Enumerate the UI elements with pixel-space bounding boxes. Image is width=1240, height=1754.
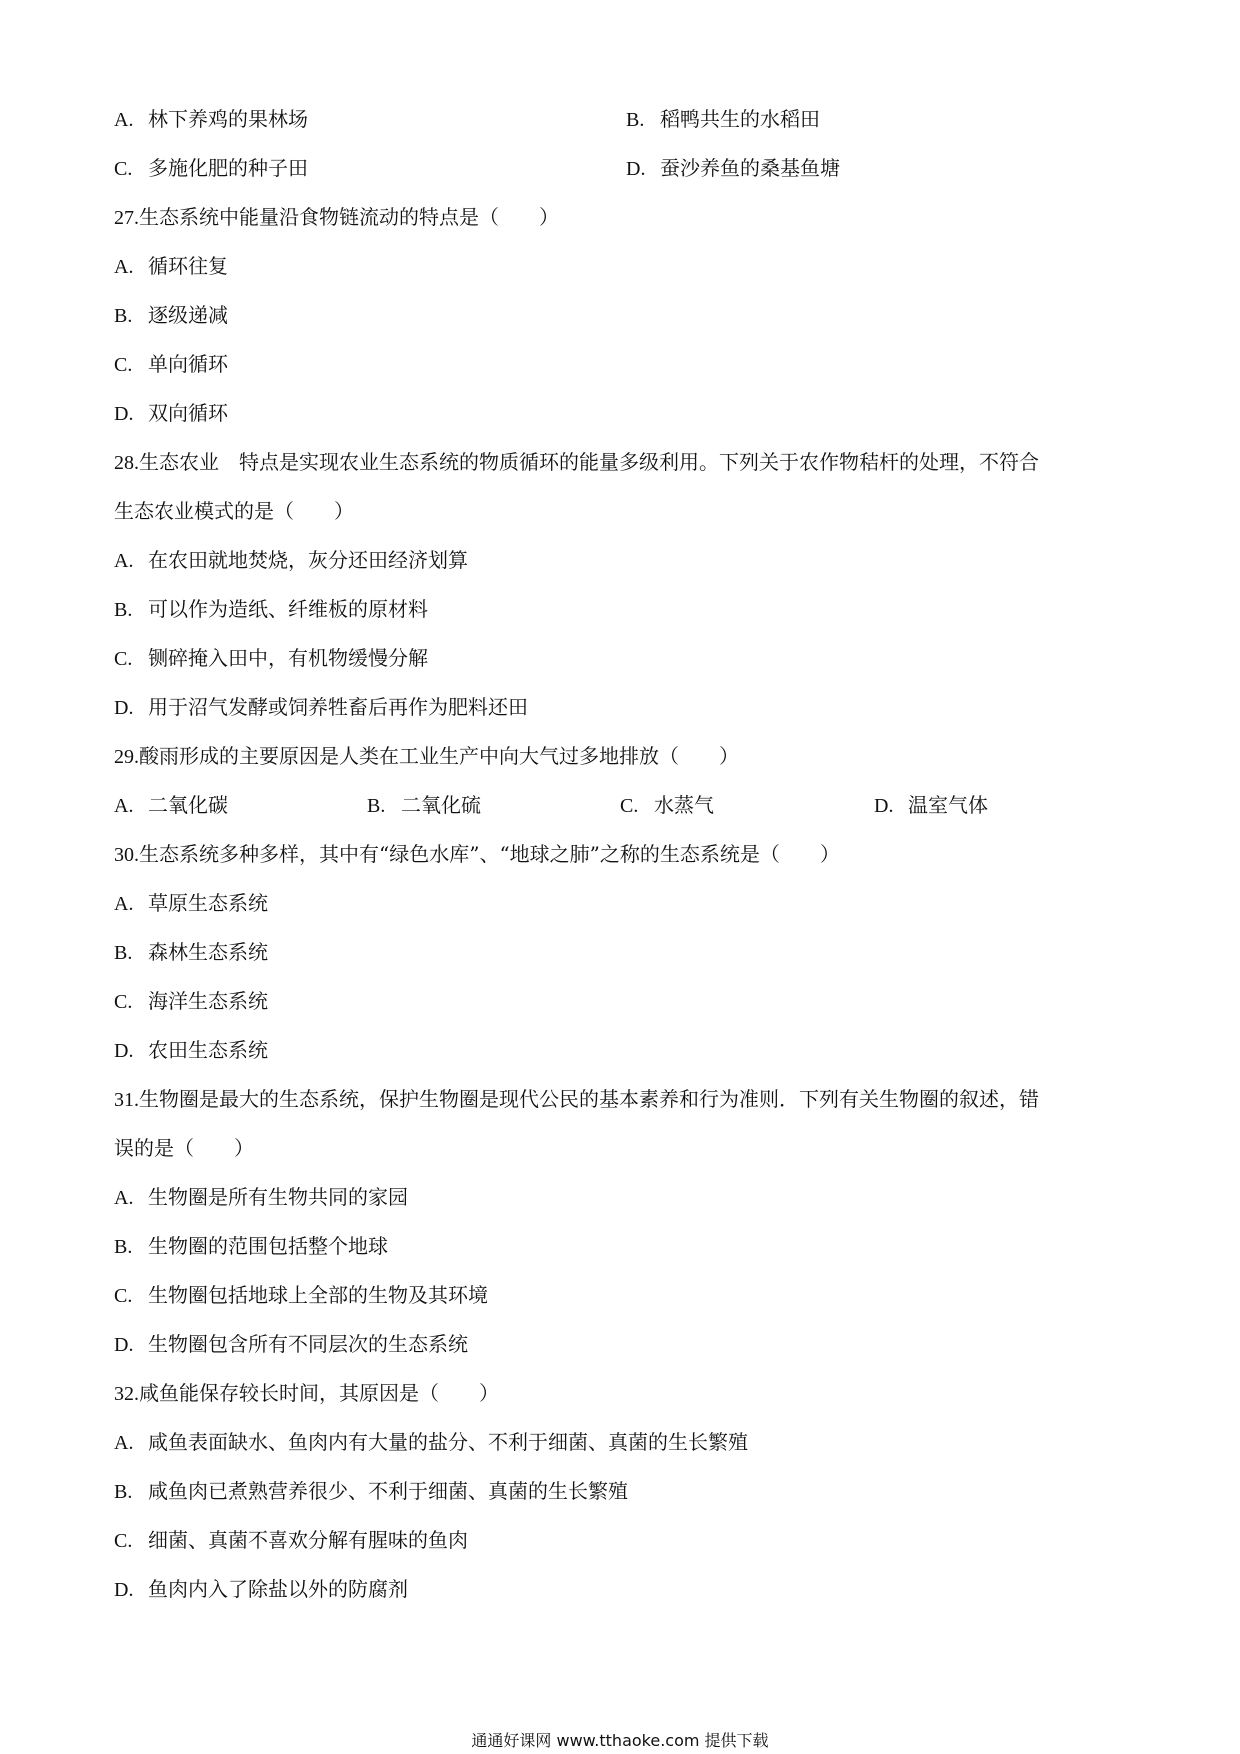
- q32-option-a: A. 咸鱼表面缺水、鱼肉内有大量的盐分、不利于细菌、真菌的生长繁殖: [114, 1430, 748, 1454]
- q28-option-d: D. 用于沼气发酵或饲养牲畜后再作为肥料还田: [114, 695, 528, 719]
- q31-option-c: C. 生物圈包括地球上全部的生物及其环境: [114, 1283, 488, 1307]
- q31-stem-line2: 误的是（ ）: [114, 1136, 254, 1160]
- q27-option-c: C. 单向循环: [114, 352, 228, 376]
- q28-option-b: B. 可以作为造纸、纤维板的原材料: [114, 597, 428, 621]
- q30-option-c: C. 海洋生态系统: [114, 989, 268, 1013]
- q31-option-d: D. 生物圈包含所有不同层次的生态系统: [114, 1332, 468, 1356]
- q28-option-a: A. 在农田就地焚烧，灰分还田经济划算: [114, 548, 468, 572]
- q28-stem-line1: 28.生态农业 特点是实现农业生态系统的物质循环的能量多级利用。下列关于农作物秸杆的处理，不符合: [114, 450, 1039, 474]
- q27-option-b: B. 逐级递减: [114, 303, 228, 327]
- q27-stem: 27.生态系统中能量沿食物链流动的特点是（ ）: [114, 205, 559, 229]
- q30-stem: 30.生态系统多种多样，其中有“绿色水库”、“地球之肺”之称的生态系统是（ ）: [114, 842, 840, 866]
- q31-stem-line1: 31.生物圈是最大的生态系统，保护生物圈是现代公民的基本素养和行为准则．下列有关生物圈的叙述，错: [114, 1087, 1039, 1111]
- q29-stem: 29.酸雨形成的主要原因是人类在工业生产中向大气过多地排放（ ）: [114, 744, 739, 768]
- q29-option-d: D. 温室气体: [874, 793, 988, 817]
- q26-option-b: B. 稻鸭共生的水稻田: [626, 107, 820, 131]
- q26-option-c: C. 多施化肥的种子田: [114, 156, 308, 180]
- q32-stem: 32.咸鱼能保存较长时间，其原因是（ ）: [114, 1381, 499, 1405]
- q30-option-b: B. 森林生态系统: [114, 940, 268, 964]
- q32-option-b: B. 咸鱼肉已煮熟营养很少、不利于细菌、真菌的生长繁殖: [114, 1479, 628, 1503]
- q29-option-a: A. 二氧化碳: [114, 793, 228, 817]
- page-footer: 通通好课网 www.tthaoke.com 提供下载: [471, 1731, 769, 1750]
- q29-option-b: B. 二氧化硫: [367, 793, 481, 817]
- q32-option-d: D. 鱼肉内入了除盐以外的防腐剂: [114, 1577, 408, 1601]
- q32-option-c: C. 细菌、真菌不喜欢分解有腥味的鱼肉: [114, 1528, 468, 1552]
- q29-option-c: C. 水蒸气: [620, 793, 714, 817]
- q26-option-a: A. 林下养鸡的果林场: [114, 107, 308, 131]
- q27-option-a: A. 循环往复: [114, 254, 228, 278]
- q30-option-d: D. 农田生态系统: [114, 1038, 268, 1062]
- q26-option-d: D. 蚕沙养鱼的桑基鱼塘: [626, 156, 840, 180]
- q31-option-a: A. 生物圈是所有生物共同的家园: [114, 1185, 408, 1209]
- q28-option-c: C. 铡碎掩入田中，有机物缓慢分解: [114, 646, 428, 670]
- q30-option-a: A. 草原生态系统: [114, 891, 268, 915]
- q28-stem-line2: 生态农业模式的是（ ）: [114, 499, 354, 523]
- q27-option-d: D. 双向循环: [114, 401, 228, 425]
- q31-option-b: B. 生物圈的范围包括整个地球: [114, 1234, 388, 1258]
